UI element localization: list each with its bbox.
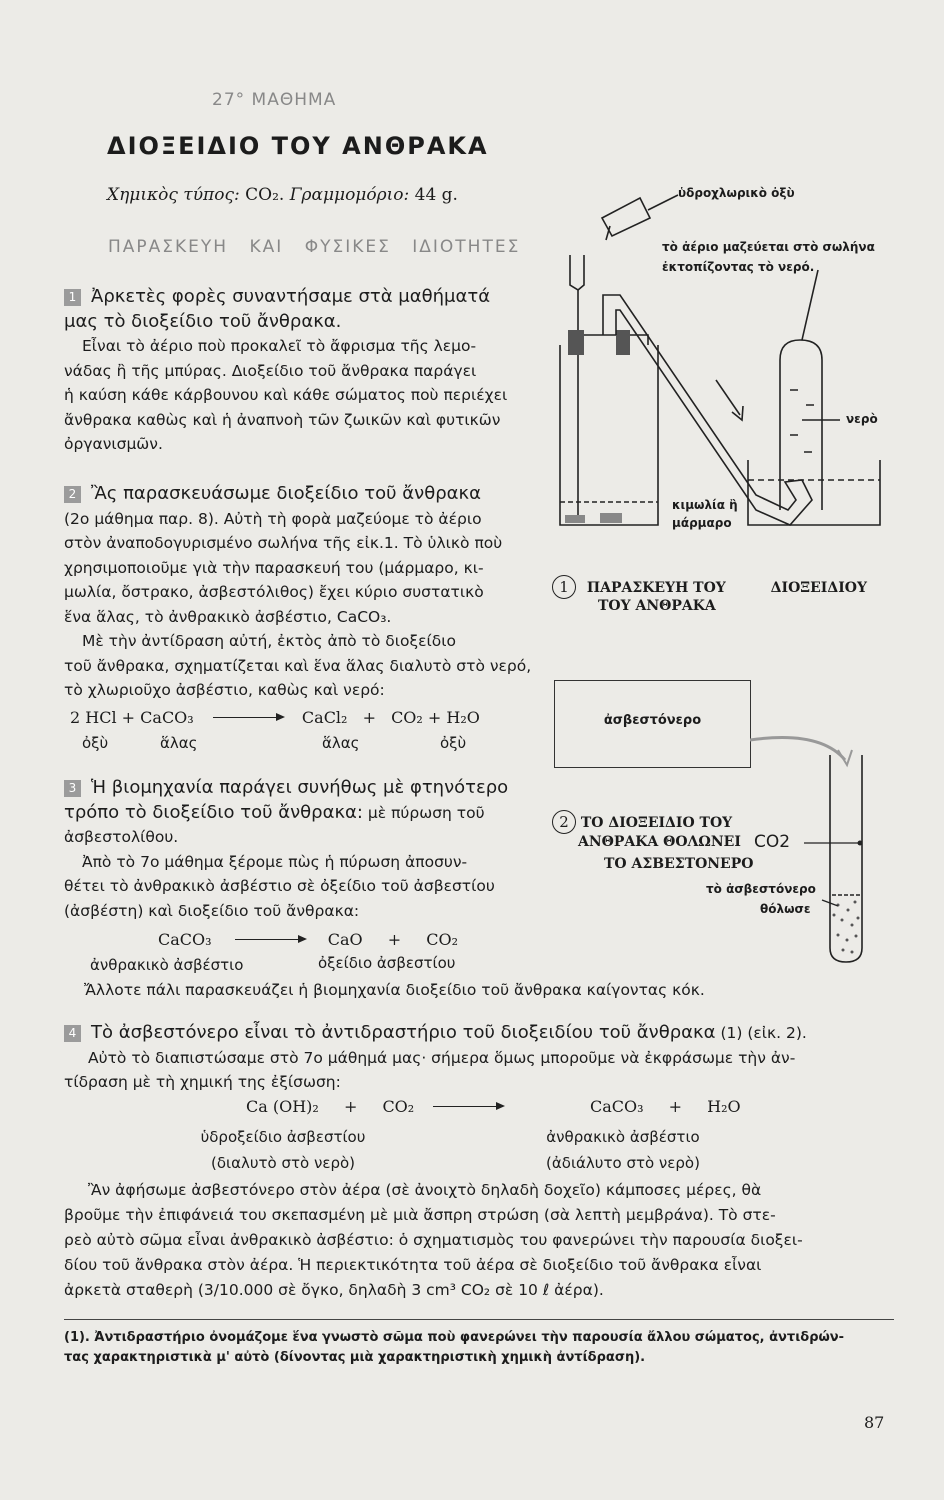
lesson-number: 27° ΜΑΘΗΜΑ	[212, 90, 337, 110]
molar-value: 44 g.	[414, 185, 458, 205]
text-line: ὀργανισμῶν.	[64, 435, 163, 453]
equation-products: CaCO₃ + H₂O	[590, 1097, 741, 1116]
figure-1-caption: 1 ΠΑΡΑΣΚΕΥΗ ΤΟΥ ΔΙΟΞΕΙΔΙΟΥ	[552, 575, 867, 599]
text-line: θέτει τὸ ἀνθρακικὸ ἀσβέστιο σὲ ὀξείδιο τοῦ ἀσβεστίου	[64, 877, 495, 895]
section-1-lead: 1 Ἀρκετὲς φορὲς συναντήσαμε στὰ μαθήματά	[64, 285, 534, 310]
section-subtitle: ΠΑΡΑΣΚΕΥΗ ΚΑΙ ΦΥΣΙΚΕΣ ΙΔΙΟΤΗΤΕΣ	[108, 237, 521, 257]
text-line: Αὐτὸ τὸ διαπιστώσαμε στὸ 7ο μάθημά μας· σήμερα ὅμως μποροῦμε νὰ ἐκφράσωμε τὴν ἀν-	[88, 1048, 796, 1067]
label-chalk: κιμωλία ἢ	[672, 498, 738, 512]
limewater-box: ἀσβεστόνερο	[554, 680, 751, 768]
figure-2-caption: 2 ΤΟ ΔΙΟΞΕΙΔΙΟ ΤΟΥ	[552, 810, 732, 834]
text-line: μωλία, ὄστρακο, ἀσβεστόλιθος) ἔχει κύριο συστατικὸ	[64, 583, 484, 601]
label-acid: ὑδροχλωρικὸ ὀξὺ	[678, 186, 795, 200]
section-2-lead: 2 Ἂς παρασκευάσωμε διοξείδιο τοῦ ἄνθρακα	[64, 482, 539, 507]
text-line: τοῦ ἄνθρακα, σχηματίζεται καὶ ἕνα ἅλας διαλυτὸ στὸ νερό,	[64, 656, 532, 675]
text-line: ἕνα ἅλας, τὸ ἀνθρακικὸ ἀσβέστιο, CaCO₃.	[64, 607, 392, 626]
reactant-label: ὑδροξείδιο ἀσβεστίου (διαλυτὸ στὸ νερὸ)	[200, 1128, 366, 1172]
text-line: ἀρκετὰ σταθερὴ (3/10.000 σὲ ὄγκο, δηλαδὴ 3 cm³ CO₂ σὲ 10 ℓ ἀέρα).	[64, 1281, 604, 1299]
text-line: Ἂν ἀφήσωμε ἀσβεστόνερο στὸν ἀέρα (σὲ ἀνοιχτὸ δηλαδὴ δοχεῖο) κάμποσες μέρες, θὰ	[88, 1181, 762, 1199]
text-line: ἄνθρακα καθὼς καὶ ἡ ἀναπνοὴ τῶν ζωικῶν καὶ φυτικῶν	[64, 410, 501, 429]
text-line: ἡ καύση κάθε κάρβουνου καὶ κάθε σώματος ποὺ περιέχει	[64, 386, 508, 404]
label-water: νερὸ	[846, 412, 878, 426]
section-3	[64, 776, 544, 923]
equation-label: ὀξὺ	[440, 734, 467, 752]
section-number-badge: 1	[64, 289, 81, 306]
section-4-lead: 4 Τὸ ἀσβεστόνερο εἶναι τὸ ἀντιδραστήριο τοῦ διοξειδίου τοῦ ἄνθρακα (1) (εἰκ. 2).	[64, 1021, 894, 1046]
text-line: δίου τοῦ ἄνθρακα στὸν ἀέρα. Ἡ περιεκτικότητα τοῦ ἀέρα σὲ διοξείδιο τοῦ ἄνθρακα εἶναι	[64, 1256, 762, 1274]
label-marble: μάρμαρο	[672, 516, 732, 530]
section-3-lead-2: τρόπο τὸ διοξείδιο τοῦ ἄνθρακα: μὲ πύρωση τοῦ	[64, 801, 485, 823]
page-number: 87	[864, 1413, 885, 1432]
text-line: (2ο μάθημα παρ. 8). Αὐτὴ τὴ φορὰ μαζεύομε τὸ ἀέριο	[64, 509, 482, 528]
footnote: (1). Ἀντιδραστήριο ὀνομάζομε ἕνα γνωστὸ σῶμα ποὺ φανερώνει τὴν παρουσία ἄλλου σώματος, ἀντιδρών- τας χαρακτηριστικὰ μ' αὐτὸ (δίνοντας μιὰ χαρακτηριστικὴ χημικὴ ἀντίδραση).	[64, 1330, 845, 1365]
section-2	[64, 482, 539, 703]
section-4	[64, 1021, 894, 1095]
text-line: τὸ χλωριοῦχο ἀσβέστιο, καθὼς καὶ νερό:	[64, 681, 385, 699]
text-line: Μὲ τὴν ἀντίδραση αὐτή, ἐκτὸς ἀπὸ τὸ διοξείδιο	[82, 632, 456, 650]
equation-caco3: CaCO₃ CaO + CO₂	[158, 930, 459, 949]
figure-2-caption-3: ΤΟ ΑΣΒΕΣΤΟΝΕΡΟ	[604, 856, 754, 872]
figure-number: 2	[552, 810, 576, 834]
reaction-arrow	[213, 717, 283, 718]
text-line: Ἀπὸ τὸ 7ο μάθημα ξέρομε πὼς ἡ πύρωση ἀποσυν-	[82, 852, 468, 871]
text-line: ἀσβεστολίθου.	[64, 828, 179, 846]
section-number-badge: 2	[64, 486, 81, 503]
equation-label: ἀνθρακικὸ ἀσβέστιο	[90, 956, 244, 974]
figure-2-caption-2: ΑΝΘΡΑΚΑ ΘΟΛΩΝΕΙ	[578, 834, 741, 850]
text-line: ρεὸ αὐτὸ σῶμα εἶναι ἀνθρακικὸ ἀσβέστιο: ὁ σχηματισμὸς του φανερώνει τὴν παρουσία διοξει-	[64, 1231, 803, 1249]
figure-number: 1	[552, 575, 576, 599]
equation-label: ὀξείδιο ἀσβεστίου	[318, 954, 456, 972]
formula-value: CO₂.	[245, 185, 285, 205]
molar-label: Γραμμομόριο:	[289, 185, 410, 205]
section-4-paragraph	[64, 1178, 894, 1303]
page-title: ΔΙΟΞΕΙΔΙΟ ΤΟΥ ΑΝΘΡΑΚΑ	[107, 132, 489, 160]
text-line: τίδραση μὲ τὴ χημική της ἐξίσωση:	[64, 1073, 341, 1091]
footnote-divider	[64, 1319, 894, 1320]
reaction-arrow	[433, 1106, 503, 1107]
text-line: στὸν ἀναποδογυρισμένο σωλήνα τῆς εἰκ.1. Τὸ ὑλικὸ ποὺ	[64, 534, 503, 552]
label-gas: τὸ ἀέριο μαζεύεται στὸ σωλήνα	[662, 240, 875, 254]
formula-label: Χημικὸς τύπος:	[107, 185, 240, 205]
reaction-arrow	[235, 939, 305, 940]
equation-label: ἅλας	[322, 734, 360, 752]
equation-label: ἅλας	[160, 734, 198, 752]
figure-1-caption-2: ΤΟΥ ΑΝΘΡΑΚΑ	[598, 598, 716, 614]
section-3-lead: 3 Ἡ βιομηχανία παράγει συνήθως μὲ φτηνότερο	[64, 776, 544, 801]
co2-label: CO2	[754, 832, 791, 852]
equation-caoh2: Ca (OH)₂ + CO₂	[246, 1097, 517, 1116]
text-line: Εἶναι τὸ ἀέριο ποὺ προκαλεῖ τὸ ἄφρισμα τῆς λεμο-	[82, 337, 477, 355]
text-line: χρησιμοποιοῦμε γιὰ τὴν παρασκευή του (μάρμαρο, κι-	[64, 558, 484, 577]
text-line: Ἄλλοτε πάλι παρασκευάζει ἡ βιομηχανία διοξείδιο τοῦ ἄνθρακα καίγοντας κόκ.	[84, 981, 705, 999]
product-label: ἀνθρακικὸ ἀσβέστιο (ἀδιάλυτο στὸ νερὸ)	[546, 1128, 700, 1172]
section-1-lead-2: μας τὸ διοξείδιο τοῦ ἄνθρακα.	[64, 310, 342, 332]
text-line: βροῦμε τὴν ἐπιφάνειά του σκεπασμένη μὲ μιὰ ἄσπρη στρώση (σὰ λεπτὴ μεμβράνα). Τὸ στε-	[64, 1206, 776, 1224]
section-number-badge: 4	[64, 1025, 81, 1042]
text-line: (ἀσβέστη) καὶ διοξείδιο τοῦ ἄνθρακα:	[64, 901, 360, 920]
equation-hcl: 2 HCl + CaCO₃ CaCl₂ + CO₂ + H₂O	[70, 708, 480, 727]
section-1	[64, 285, 534, 457]
label-cloudy: θόλωσε	[760, 902, 811, 916]
label-limewater: τὸ ἀσβεστόνερο	[706, 882, 816, 896]
formula-line	[107, 185, 458, 205]
equation-label: ὀξὺ	[82, 734, 109, 752]
text-line: νάδας ἢ τῆς μπύρας. Διοξείδιο τοῦ ἄνθρακα παράγει	[64, 361, 477, 380]
section-number-badge: 3	[64, 780, 81, 797]
label-gas-2: ἐκτοπίζοντας τὸ νερό.	[662, 260, 815, 274]
